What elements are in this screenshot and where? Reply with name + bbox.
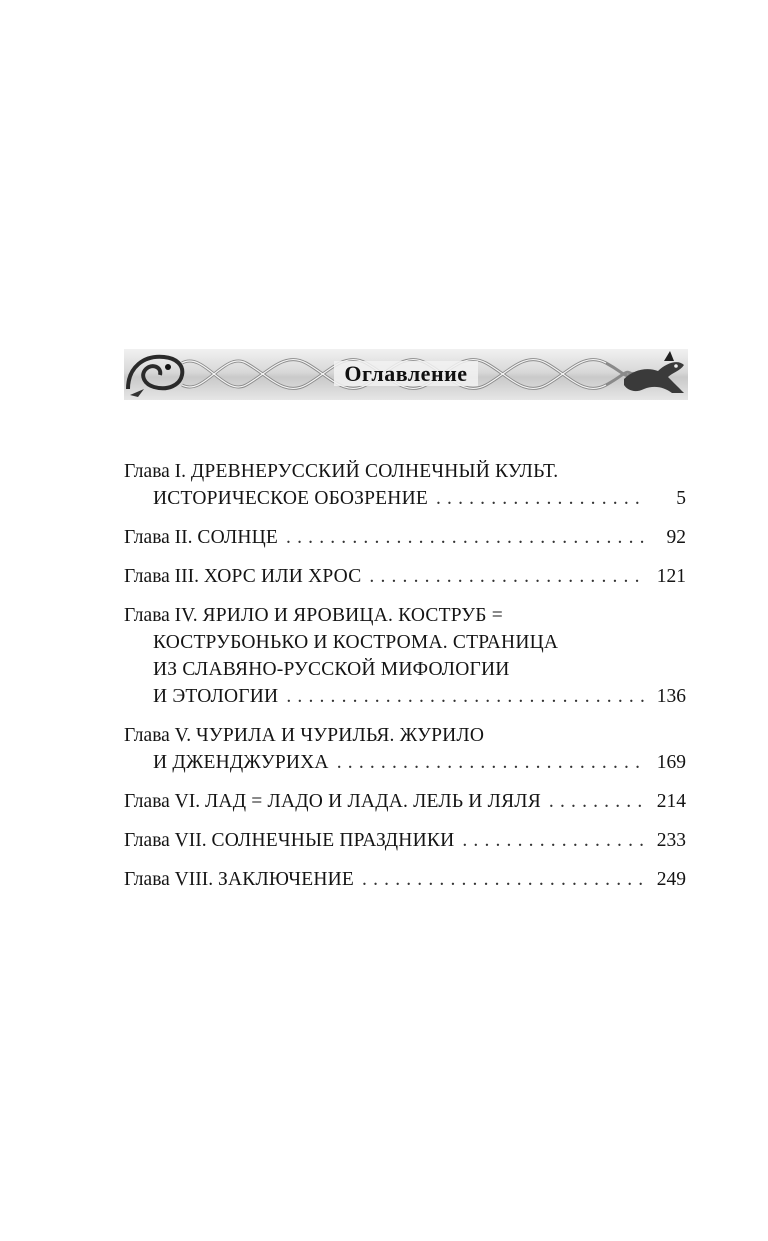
chapter-title: ЛАД = ЛАДО И ЛАДА. ЛЕЛЬ И ЛЯЛЯ bbox=[205, 791, 541, 812]
toc-entry-line bbox=[124, 563, 686, 590]
chapter-title: И ЭТОЛОГИИ bbox=[153, 686, 279, 707]
page-number: 5 bbox=[676, 488, 686, 509]
chapter-number: Глава III. bbox=[124, 566, 200, 587]
page-number: 121 bbox=[656, 566, 686, 587]
chapter-number: Глава VI. bbox=[124, 791, 201, 812]
page-number: 136 bbox=[656, 686, 686, 707]
toc-entry[interactable] bbox=[124, 722, 686, 776]
toc-entry[interactable] bbox=[124, 788, 686, 815]
toc-entry-line bbox=[124, 866, 686, 893]
dot-leader bbox=[286, 683, 646, 710]
chapter-title: ИЗ СЛАВЯНО-РУССКОЙ МИФОЛОГИИ bbox=[153, 659, 510, 680]
page-number: 92 bbox=[666, 527, 686, 548]
page-number: 169 bbox=[656, 752, 686, 773]
toc-entry[interactable] bbox=[124, 458, 686, 512]
chapter-title: ЗАКЛЮЧЕНИЕ bbox=[218, 869, 355, 890]
chapter-title: ЧУРИЛА И ЧУРИЛЬЯ. ЖУРИЛО bbox=[196, 725, 485, 746]
dot-leader bbox=[549, 788, 646, 815]
toc-entry[interactable] bbox=[124, 827, 686, 854]
title-banner bbox=[124, 349, 688, 400]
chapter-title: ИСТОРИЧЕСКОЕ ОБОЗРЕНИЕ bbox=[153, 488, 428, 509]
chapter-number: Глава V. bbox=[124, 725, 192, 746]
toc-entry[interactable] bbox=[124, 524, 686, 551]
toc-entry-line bbox=[124, 749, 686, 776]
chapter-title: СОЛНЕЧНЫЕ ПРАЗДНИКИ bbox=[211, 830, 455, 851]
page-number: 214 bbox=[656, 791, 686, 812]
toc-entry-line bbox=[124, 656, 686, 683]
toc-heading: Оглавление bbox=[124, 361, 688, 387]
page-number: 233 bbox=[656, 830, 686, 851]
toc-entry[interactable] bbox=[124, 602, 686, 710]
toc-entry-line bbox=[124, 683, 686, 710]
chapter-title: ДРЕВНЕРУССКИЙ СОЛНЕЧНЫЙ КУЛЬТ. bbox=[190, 461, 559, 482]
chapter-number: Глава IV. bbox=[124, 605, 198, 626]
chapter-number: Глава II. bbox=[124, 527, 193, 548]
dot-leader bbox=[436, 485, 646, 512]
toc-entry-line bbox=[124, 524, 686, 551]
toc-entry-line bbox=[124, 788, 686, 815]
chapter-title: И ДЖЕНДЖУРИХА bbox=[153, 752, 329, 773]
chapter-title: СОЛНЦЕ bbox=[197, 527, 279, 548]
dot-leader bbox=[286, 524, 646, 551]
chapter-title: КОСТРУБОНЬКО И КОСТРОМА. СТРАНИЦА bbox=[153, 632, 559, 653]
chapter-title: ХОРС ИЛИ ХРОС bbox=[203, 566, 362, 587]
toc-entry-line bbox=[124, 602, 686, 629]
toc-entry-line bbox=[124, 458, 686, 485]
toc-entry[interactable] bbox=[124, 563, 686, 590]
toc-entry-line bbox=[124, 485, 686, 512]
toc-entry[interactable] bbox=[124, 866, 686, 893]
chapter-title: ЯРИЛО И ЯРОВИЦА. КОСТРУБ = bbox=[202, 605, 503, 626]
table-of-contents bbox=[124, 458, 686, 893]
chapter-number: Глава I. bbox=[124, 461, 187, 482]
chapter-number: Глава VII. bbox=[124, 830, 207, 851]
page-number: 249 bbox=[656, 869, 686, 890]
chapter-number: Глава VIII. bbox=[124, 869, 214, 890]
dot-leader bbox=[462, 827, 646, 854]
toc-entry-line bbox=[124, 629, 686, 656]
dot-leader bbox=[369, 563, 646, 590]
dot-leader bbox=[362, 866, 646, 893]
toc-entry-line bbox=[124, 722, 686, 749]
toc-entry-line bbox=[124, 827, 686, 854]
dot-leader bbox=[337, 749, 646, 776]
